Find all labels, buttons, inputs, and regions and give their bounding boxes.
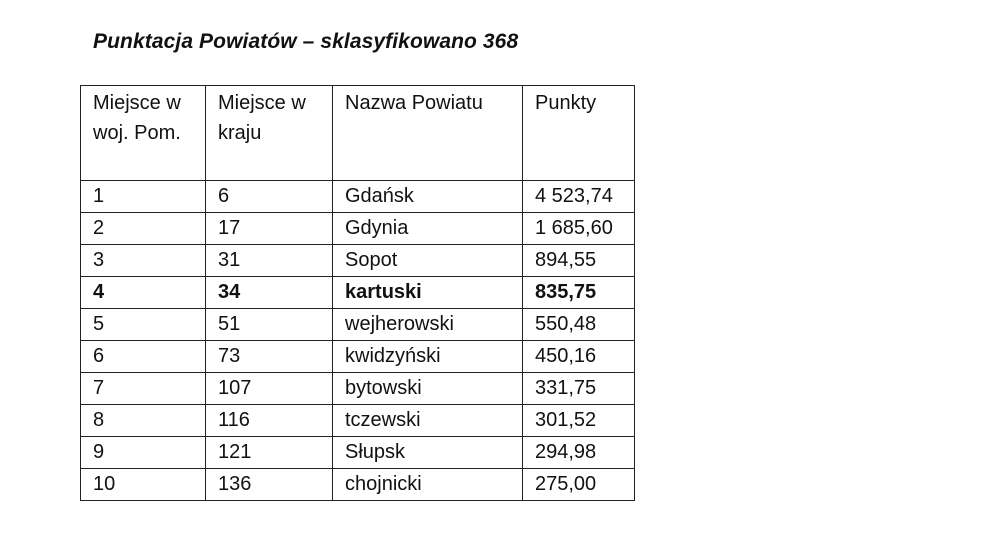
points-cell: 275,00 [523,469,635,501]
place-country-cell: 34 [206,277,333,309]
place-country-cell: 6 [206,181,333,213]
place-voivodeship-cell: 8 [81,405,206,437]
county-name-cell: Słupsk [333,437,523,469]
page-title: Punktacja Powiatów – sklasyfikowano 368 [93,30,519,53]
table-row [81,341,635,373]
points-cell: 894,55 [523,245,635,277]
county-name-cell: bytowski [333,373,523,405]
points-cell: 450,16 [523,341,635,373]
county-name-cell: tczewski [333,405,523,437]
place-country-cell: 136 [206,469,333,501]
county-name-cell: kartuski [333,277,523,309]
points-cell: 835,75 [523,277,635,309]
place-voivodeship-cell: 2 [81,213,206,245]
place-voivodeship-cell: 9 [81,437,206,469]
county-name-cell: Gdynia [333,213,523,245]
place-voivodeship-cell: 5 [81,309,206,341]
table-row [81,309,635,341]
table-row [81,181,635,213]
place-country-cell: 121 [206,437,333,469]
county-name-cell: chojnicki [333,469,523,501]
place-voivodeship-cell: 7 [81,373,206,405]
header-points: Punkty [523,86,635,181]
header-place-voivodeship: Miejsce w woj. Pom. [81,86,206,181]
table-row [81,373,635,405]
county-name-cell: wejherowski [333,309,523,341]
table-row [81,213,635,245]
place-voivodeship-cell: 6 [81,341,206,373]
points-cell: 1 685,60 [523,213,635,245]
points-cell: 4 523,74 [523,181,635,213]
table-row [81,277,635,309]
county-name-cell: kwidzyński [333,341,523,373]
county-name-cell: Sopot [333,245,523,277]
table-header-row [81,86,635,181]
table-row [81,245,635,277]
place-voivodeship-cell: 1 [81,181,206,213]
place-country-cell: 31 [206,245,333,277]
header-county-name: Nazwa Powiatu [333,86,523,181]
place-country-cell: 17 [206,213,333,245]
place-voivodeship-cell: 3 [81,245,206,277]
place-country-cell: 51 [206,309,333,341]
points-cell: 331,75 [523,373,635,405]
points-cell: 550,48 [523,309,635,341]
place-voivodeship-cell: 4 [81,277,206,309]
place-country-cell: 107 [206,373,333,405]
county-name-cell: Gdańsk [333,181,523,213]
table-row [81,437,635,469]
place-country-cell: 116 [206,405,333,437]
ranking-table [80,85,635,501]
points-cell: 301,52 [523,405,635,437]
table-row [81,469,635,501]
table-row [81,405,635,437]
place-voivodeship-cell: 10 [81,469,206,501]
place-country-cell: 73 [206,341,333,373]
header-place-country: Miejsce w kraju [206,86,333,181]
points-cell: 294,98 [523,437,635,469]
